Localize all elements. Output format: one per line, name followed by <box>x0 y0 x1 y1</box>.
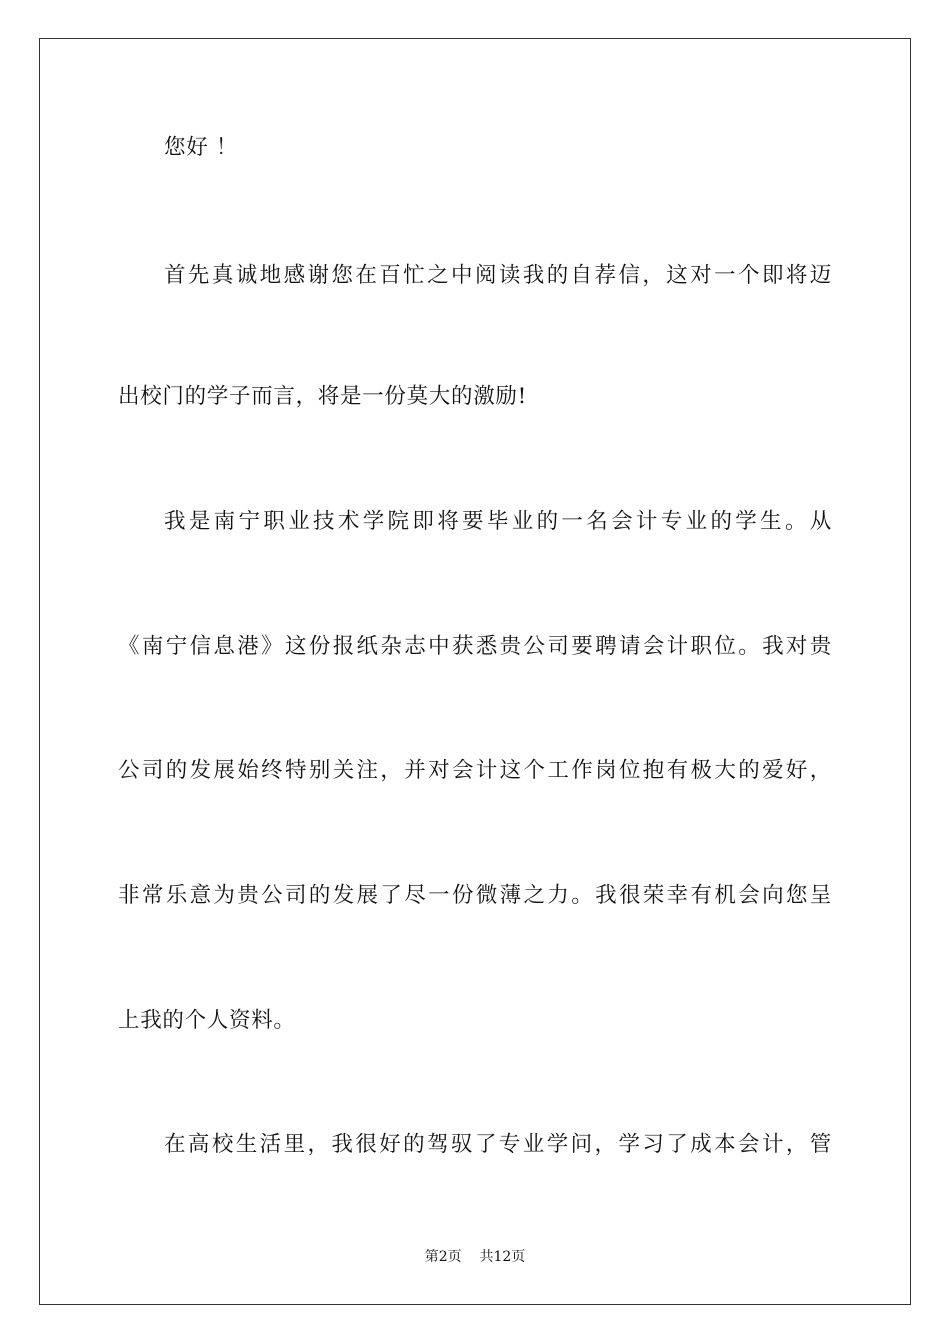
paragraph-line: 我是南宁职业技术学院即将要毕业的一名会计专业的学生。从 <box>164 509 832 534</box>
paragraph-line: 上我的个人资料。 <box>118 1008 296 1033</box>
greeting-line: 您好 ！ <box>164 135 239 160</box>
paragraph-line: 公司的发展始终特别关注，并对会计这个工作岗位抱有极大的爱好， <box>118 758 832 783</box>
page-border <box>39 38 911 1305</box>
page-number-footer: 第2页 共12页 <box>424 1249 526 1265</box>
paragraph-line: 在高校生活里，我很好的驾驭了专业学问，学习了成本会计，管 <box>164 1132 832 1157</box>
paragraph-line: 《南宁信息港》这份报纸杂志中获悉贵公司要聘请会计职位。我对贵 <box>118 634 832 659</box>
paragraph-line: 非常乐意为贵公司的发展了尽一份微薄之力。我很荣幸有机会向您呈 <box>118 883 832 908</box>
paragraph-line: 出校门的学子而言，将是一份莫大的激励! <box>118 384 527 409</box>
paragraph-line: 首先真诚地感谢您在百忙之中阅读我的自荐信，这对一个即将迈 <box>164 263 832 288</box>
